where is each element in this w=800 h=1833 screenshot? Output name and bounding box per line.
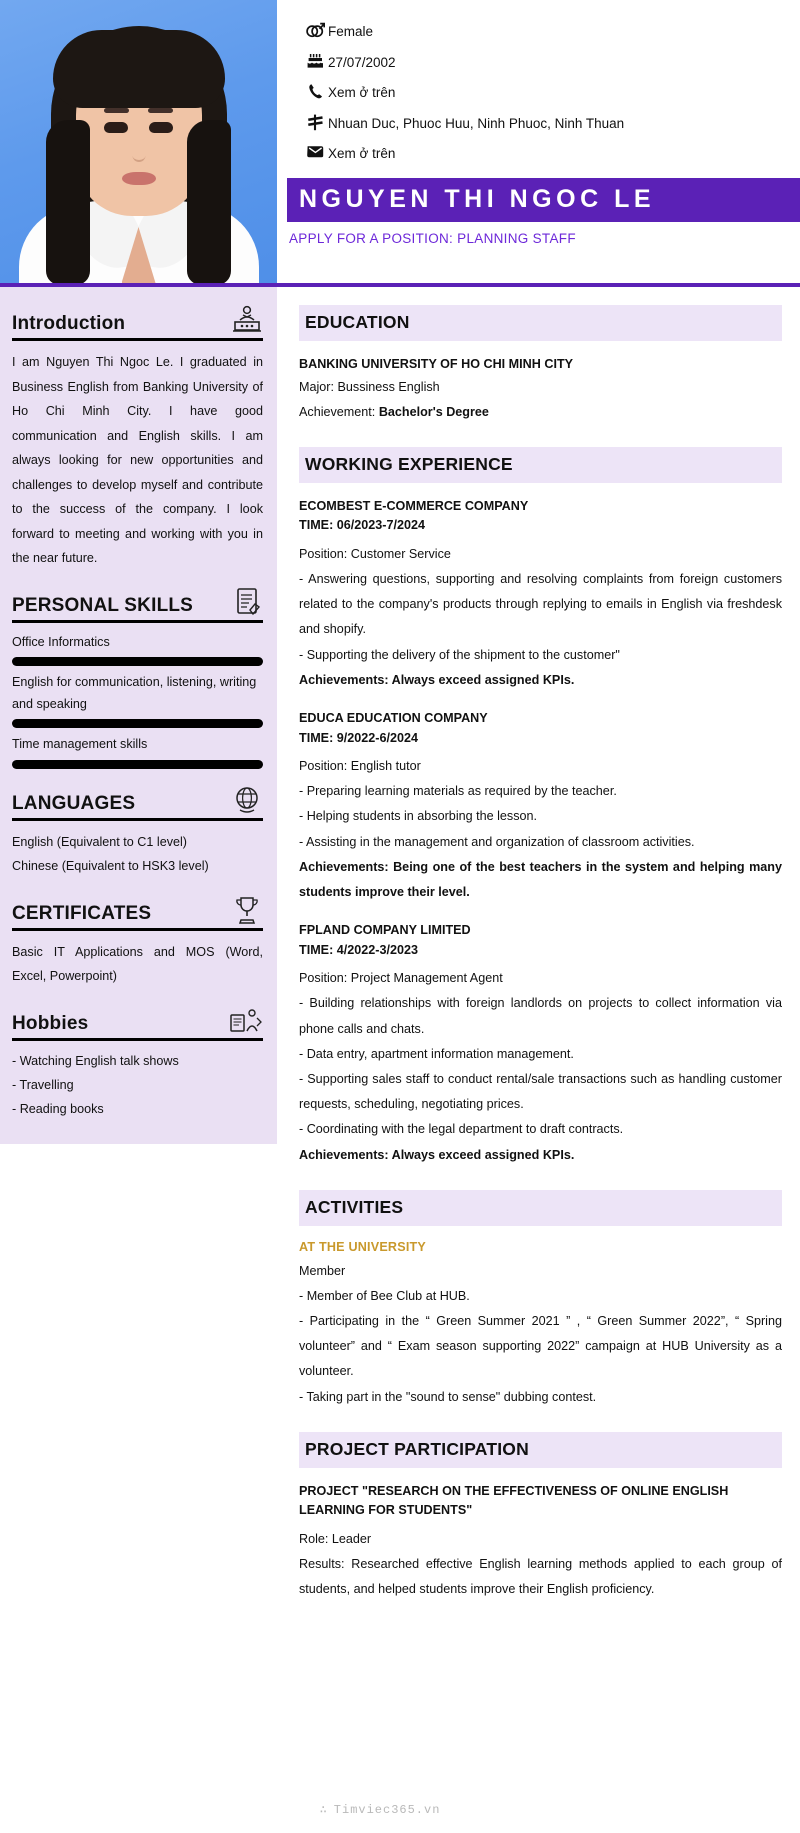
hobbies-icon <box>229 1003 263 1035</box>
sidebar-section-title-certificates: CERTIFICATES <box>12 902 152 924</box>
job-bullet: - Assisting in the management and organization of classroom activities. <box>299 834 695 849</box>
contact-text-phone: Xem ở trên <box>328 85 396 101</box>
portrait-eyebrow-left <box>104 108 129 113</box>
education-achievement-label: Achievement: <box>299 404 379 419</box>
sidebar-section-certificates-header <box>12 893 263 931</box>
languages-list <box>12 830 263 879</box>
section-title-project-participation: PROJECT PARTICIPATION <box>305 1438 529 1459</box>
contact-row-address <box>303 114 778 134</box>
portrait-lips <box>122 172 156 185</box>
project-entry <box>299 1482 782 1603</box>
scholar-desk-icon <box>229 303 263 335</box>
job-entry <box>299 921 782 1168</box>
header-right <box>277 0 800 283</box>
activities-entry <box>299 1240 782 1410</box>
section-title-working-experience: WORKING EXPERIENCE <box>305 453 513 474</box>
watermark-mark-icon: ∴ <box>319 1803 328 1817</box>
hobby-item: - Travelling <box>12 1077 74 1092</box>
job-position: Position: English tutor <box>299 759 421 774</box>
job-bullet: - Preparing learning materials as required by the teacher. <box>299 784 617 799</box>
job-position: Position: Project Management Agent <box>299 971 503 986</box>
watermark-text: Timviec365.vn <box>333 1803 441 1817</box>
globe-icon <box>229 783 263 815</box>
section-header-working-experience <box>299 447 782 483</box>
job-company: ECOMBEST E-COMMERCE COMPANY <box>299 498 529 513</box>
activity-bullet: - Member of Bee Club at HUB. <box>299 1288 470 1303</box>
checklist-icon <box>229 585 263 617</box>
hobby-item: - Reading books <box>12 1101 104 1116</box>
trophy-icon <box>229 893 263 925</box>
introduction-body: I am Nguyen Thi Ngoc Le. I graduated in Business English from Banking University of Ho Chi Minh City. I have good communication and English skills. I am always looking for new opportunities and challenges to develop myself and contribute to the success of the company. I look forward to meeting and working with you in the near future. <box>12 355 263 566</box>
job-achievements: Achievements: Always exceed assigned KPIs. <box>299 672 575 687</box>
skill-label: Time management skills <box>12 737 148 752</box>
gender-icon <box>303 22 328 39</box>
education-entry <box>299 355 782 425</box>
footer-watermark <box>0 1802 800 1817</box>
certificate-item: Basic IT Applications and MOS (Word, Excel, Powerpoint) <box>12 944 263 984</box>
contact-row-phone <box>303 83 778 103</box>
job-bullet: - Answering questions, supporting and resolving complaints from foreign customers related to the company's products through replying to emails in English via freshdesk and shopify. <box>299 572 782 637</box>
sidebar-section-hobbies-header <box>12 1003 263 1041</box>
job-bullet: - Data entry, apartment information management. <box>299 1046 574 1061</box>
education-achievement-value: Bachelor's Degree <box>378 404 489 419</box>
contact-text-gender: Female <box>328 24 374 39</box>
portrait-bangs <box>53 30 225 108</box>
content-columns <box>0 287 800 1618</box>
job-achievements: Achievements: Being one of the best teachers in the system and helping many students improve their level. <box>299 859 782 900</box>
section-title-education: EDUCATION <box>305 312 410 332</box>
skill-bar <box>12 657 263 666</box>
job-position: Position: Customer Service <box>299 546 451 561</box>
sidebar-section-personal-skills-header <box>12 585 263 623</box>
project-role: Role: Leader <box>299 1531 372 1546</box>
activity-bullet: - Participating in the “ Green Summer 2021 ” , “ Green Summer 2022”, “ Spring volunteer” and “ Exam season supporting 2022” campaign at HUB University as a volunteer. <box>299 1314 782 1379</box>
portrait-photo <box>0 0 277 283</box>
section-header-project-participation <box>299 1432 782 1468</box>
project-results: Results: Researched effective English learning methods applied to each group of students, and helped students improve their English proficiency. <box>299 1557 782 1597</box>
education-school: BANKING UNIVERSITY OF HO CHI MINH CITY <box>299 357 574 371</box>
section-header-education <box>299 305 782 341</box>
job-entry <box>299 709 782 905</box>
page-title: NGUYEN THI NGOC LE <box>287 178 800 223</box>
job-time: TIME: 4/2022-3/2023 <box>299 942 419 957</box>
avatar <box>0 0 277 283</box>
portrait-hair-left <box>46 120 90 283</box>
sidebar-section-title-languages: LANGUAGES <box>12 792 136 814</box>
main-column <box>277 287 800 1618</box>
education-major: Major: Bussiness English <box>299 379 440 394</box>
location-signpost-icon <box>303 114 328 131</box>
contact-text-email: Xem ở trên <box>328 146 396 162</box>
skill-item <box>12 734 263 768</box>
contact-row-gender <box>303 22 778 42</box>
phone-icon <box>303 83 328 100</box>
job-time: TIME: 06/2023-7/2024 <box>299 518 426 533</box>
section-title-activities: ACTIVITIES <box>305 1196 404 1217</box>
activities-subtitle: AT THE UNIVERSITY <box>299 1239 427 1254</box>
skill-item <box>12 632 263 666</box>
header-block <box>0 0 800 283</box>
education-achievement <box>299 400 782 425</box>
hobby-item: - Watching English talk shows <box>12 1053 179 1068</box>
apply-position-subtitle: APPLY FOR A POSITION: PLANNING STAFF <box>289 231 576 247</box>
skill-label: Office Informatics <box>12 634 110 649</box>
hobbies-list <box>12 1050 263 1122</box>
skill-item <box>12 672 263 728</box>
contact-row-email <box>303 144 778 164</box>
portrait-eyebrow-right <box>148 108 173 113</box>
contact-text-address: Nhuan Duc, Phuoc Huu, Ninh Phuoc, Ninh Thuan <box>328 115 625 131</box>
portrait-eye-left <box>104 122 128 133</box>
sidebar <box>0 287 277 1144</box>
portrait-eye-right <box>149 122 173 133</box>
job-achievements: Achievements: Always exceed assigned KPIs. <box>299 1147 575 1162</box>
contact-row-birthday <box>303 53 778 73</box>
portrait-nose <box>132 146 145 162</box>
sidebar-section-languages-header <box>12 783 263 821</box>
activities-role: Member <box>299 1263 346 1278</box>
job-time: TIME: 9/2022-6/2024 <box>299 730 419 745</box>
section-header-activities <box>299 1190 782 1226</box>
sidebar-section-title-introduction: Introduction <box>12 313 126 334</box>
language-item: Chinese (Equivalent to HSK3 level) <box>12 859 209 874</box>
envelope-icon <box>303 144 328 159</box>
job-bullet: - Supporting the delivery of the shipment to the customer" <box>299 647 620 662</box>
skill-bar <box>12 760 263 769</box>
language-item: English (Equivalent to C1 level) <box>12 834 188 849</box>
job-entry <box>299 497 782 693</box>
portrait-hair-right <box>187 120 231 283</box>
job-company: EDUCA EDUCATION COMPANY <box>299 711 488 726</box>
contact-list <box>277 0 800 164</box>
activity-bullet: - Taking part in the "sound to sense" dubbing contest. <box>299 1389 597 1404</box>
skill-bar <box>12 719 263 728</box>
project-name: PROJECT "RESEARCH ON THE EFFECTIVENESS OF ONLINE ENGLISH LEARNING FOR STUDENTS" <box>299 1483 729 1518</box>
skill-label: English for communication, listening, writing and speaking <box>12 675 257 711</box>
personal-skills-list <box>12 632 263 769</box>
job-company: FPLAND COMPANY LIMITED <box>299 923 471 938</box>
birthday-cake-icon <box>303 53 328 70</box>
sidebar-section-title-hobbies: Hobbies <box>12 1012 89 1034</box>
sidebar-section-introduction-header <box>12 303 263 341</box>
sidebar-section-title-personal-skills: PERSONAL SKILLS <box>12 594 194 616</box>
job-bullet: - Coordinating with the legal department to draft contracts. <box>299 1122 624 1137</box>
job-bullet: - Building relationships with foreign landlords on projects to collect information via phone calls and chats. <box>299 996 782 1036</box>
job-bullet: - Helping students in absorbing the lesson. <box>299 809 538 824</box>
contact-text-birthday: 27/07/2002 <box>328 54 396 70</box>
job-bullet: - Supporting sales staff to conduct rental/sale transactions such as handling customer requests, scheduling, negotiating prices. <box>299 1071 782 1112</box>
